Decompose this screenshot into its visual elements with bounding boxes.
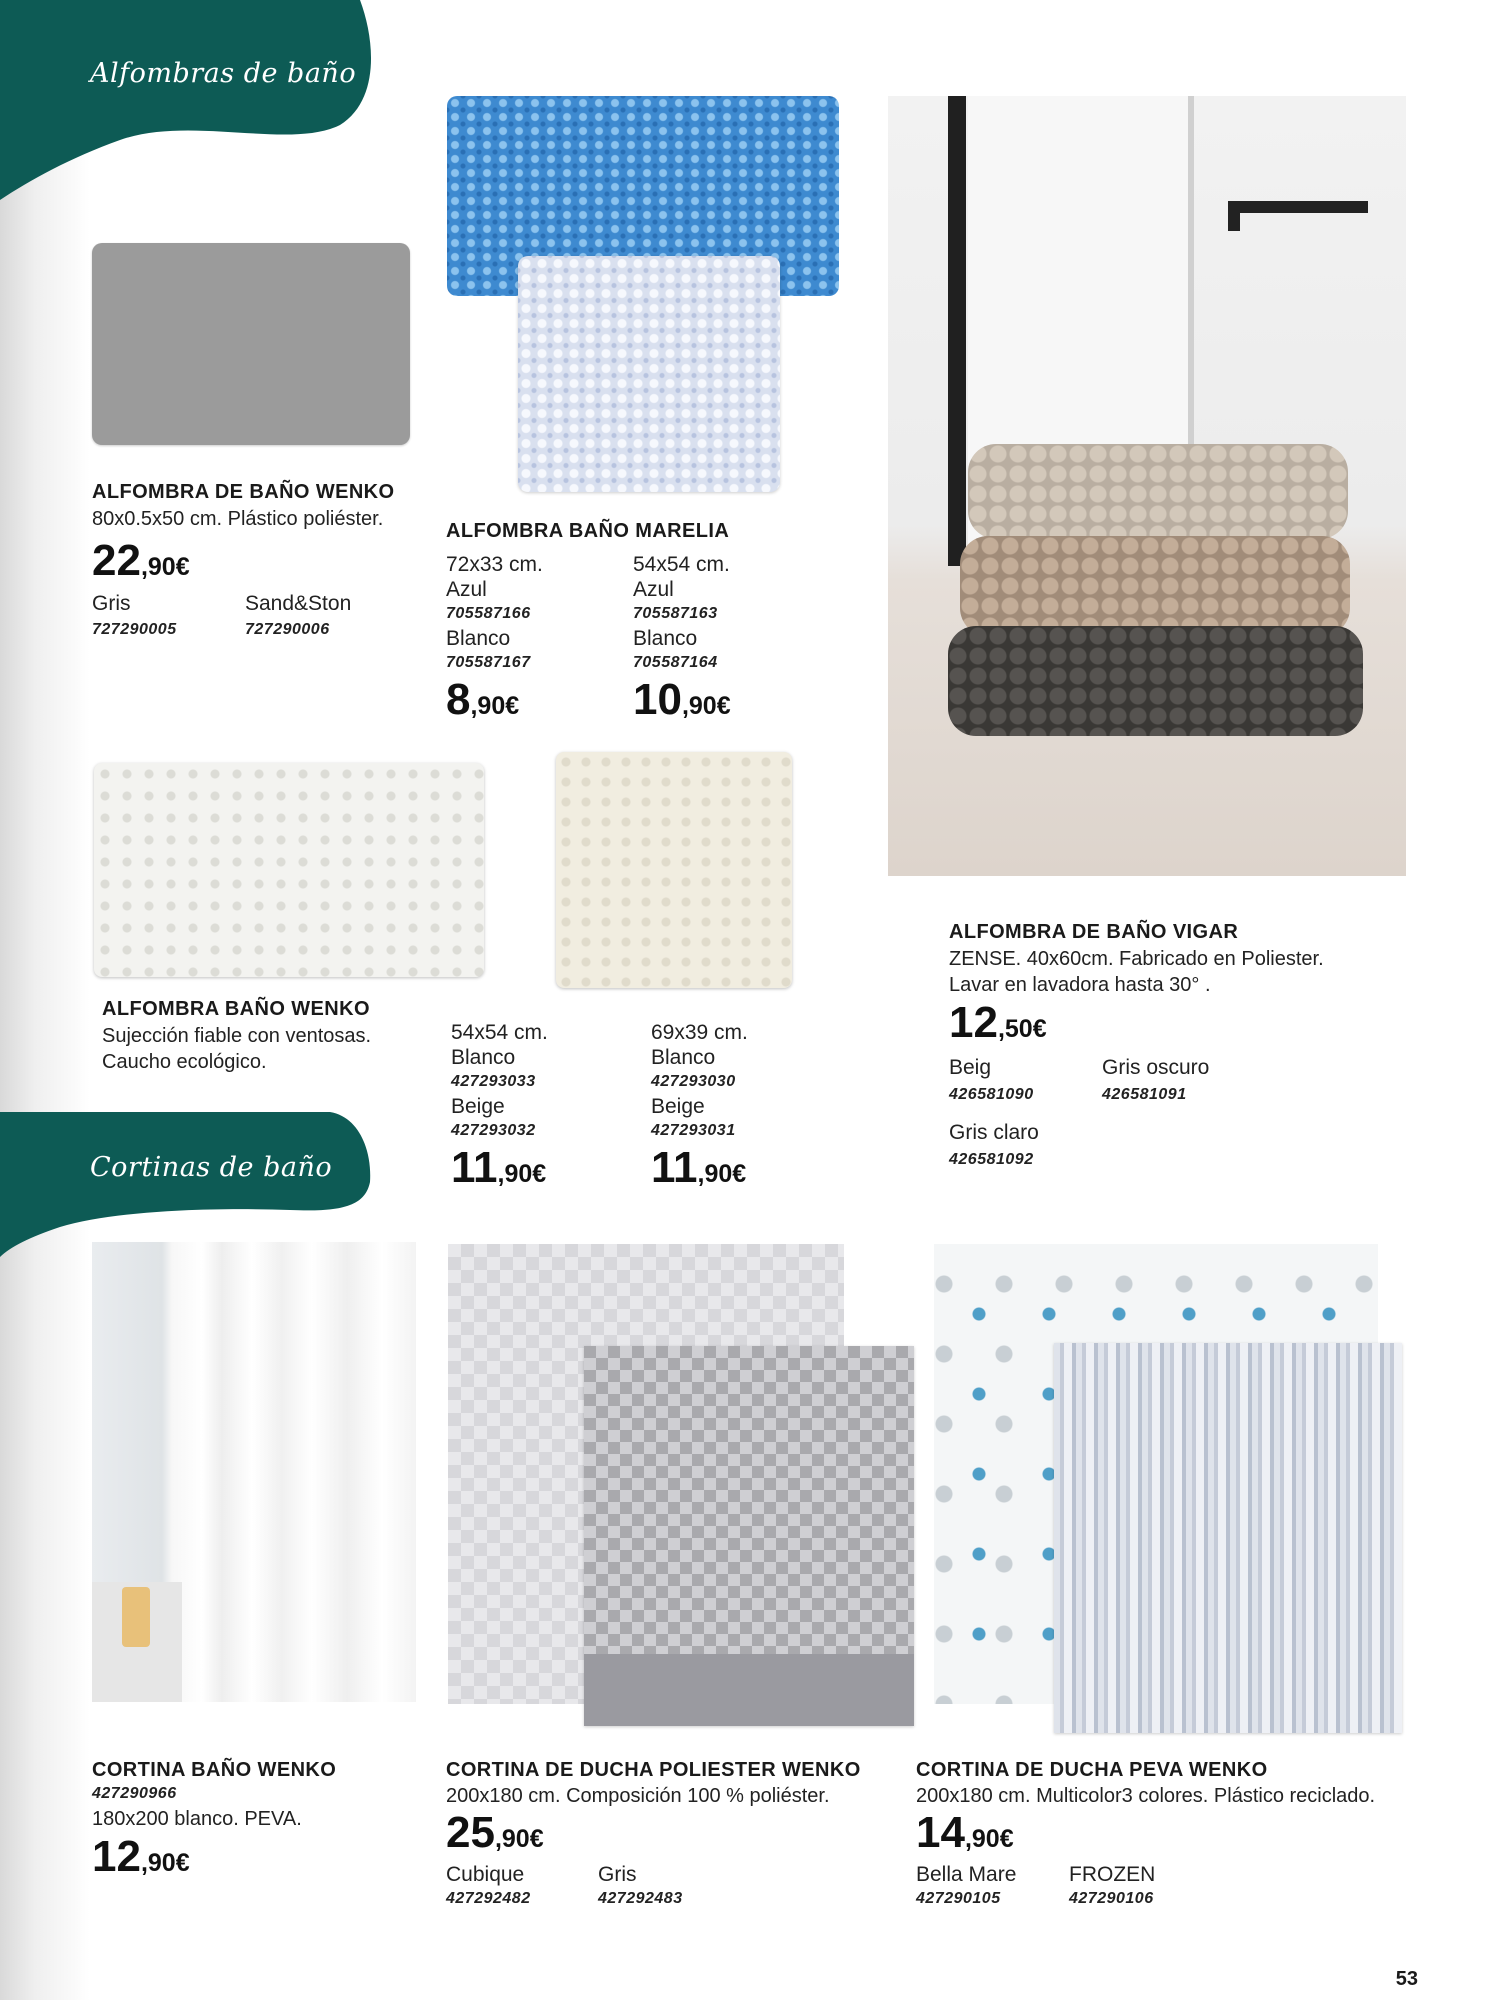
product-size-group — [651, 1020, 748, 1193]
variant-code: 427293030 — [651, 1073, 736, 1090]
size-price: 11,90€ — [451, 1143, 547, 1192]
image-marelia-white-mat — [518, 256, 780, 492]
variant-label: Bella Mare — [916, 1863, 1017, 1886]
variant-code: 427290106 — [1069, 1890, 1154, 1907]
section-tab-cortinas — [0, 1112, 380, 1262]
product-name-vigar: ALFOMBRA DE BAÑO VIGAR — [949, 921, 1239, 943]
variant-code: 727290005 — [92, 621, 177, 638]
product-name-wenko-suction: ALFOMBRA BAÑO WENKO — [102, 998, 370, 1020]
size-price: 11,90€ — [651, 1143, 747, 1192]
product-name-curtain-wenko: CORTINA BAÑO WENKO — [92, 1759, 337, 1781]
image-wenko-rect-mat — [94, 763, 484, 977]
product-price-curtain-peva: 14,90€ — [916, 1808, 1014, 1857]
image-white-shower-curtain — [92, 1242, 416, 1702]
variant-code: 427290105 — [916, 1890, 1001, 1907]
product-desc-wenko-suction-2: Caucho ecológico. — [102, 1051, 267, 1073]
product-desc-curtain-peva: 200x180 cm. Multicolor3 colores. Plástico reciclado. — [916, 1785, 1376, 1807]
product-code-curtain-wenko: 427290966 — [92, 1785, 177, 1802]
size-label: 69x39 cm. — [651, 1021, 748, 1044]
variant-label: Beige — [651, 1095, 705, 1118]
variant-code: 705587164 — [633, 654, 718, 671]
product-price-curtain-wenko: 12,90€ — [92, 1832, 190, 1881]
variant-code: 705587166 — [446, 605, 531, 622]
product-name-wenko-mat: ALFOMBRA DE BAÑO WENKO — [92, 481, 395, 503]
variant-label: Azul — [446, 578, 487, 601]
variant-code: 427293033 — [451, 1073, 536, 1090]
size-price: 10,90€ — [633, 675, 731, 724]
variant-label: Blanco — [446, 627, 511, 650]
image-peva-curtain-frozen — [1054, 1343, 1402, 1733]
product-price-curtain-polyester: 25,90€ — [446, 1808, 544, 1857]
variant-label: Blanco — [633, 627, 698, 650]
product-desc-vigar-1: ZENSE. 40x60cm. Fabricado en Poliester. — [949, 948, 1324, 970]
product-desc-wenko-suction-1: Sujección fiable con ventosas. — [102, 1025, 372, 1047]
product-desc-curtain-wenko: 180x200 blanco. PEVA. — [92, 1808, 302, 1830]
product-size-group — [451, 1020, 548, 1193]
product-name-curtain-peva: CORTINA DE DUCHA PEVA WENKO — [916, 1759, 1268, 1781]
variant-label: Sand&Ston — [245, 592, 352, 615]
variant-label: FROZEN — [1069, 1863, 1156, 1886]
variant-code: 705587167 — [446, 654, 531, 671]
section-tab-alfombras — [0, 0, 380, 200]
image-wenko-square-mat — [556, 752, 792, 988]
variant-code: 426581091 — [1102, 1086, 1187, 1103]
variant-code: 427292483 — [598, 1890, 683, 1907]
size-label: 54x54 cm. — [451, 1021, 548, 1044]
product-price-vigar: 12,50€ — [949, 998, 1047, 1047]
product-price-wenko-mat: 22,90€ — [92, 536, 190, 585]
image-vigar-mats-photo — [888, 96, 1406, 876]
variant-label: Blanco — [651, 1046, 716, 1069]
image-polyester-curtain-gris — [584, 1346, 914, 1726]
size-label: 54x54 cm. — [633, 553, 730, 576]
image-grey-bath-mat — [92, 243, 410, 445]
variant-label: Azul — [633, 578, 674, 601]
product-name-curtain-polyester: CORTINA DE DUCHA POLIESTER WENKO — [446, 1759, 861, 1781]
variant-label: Gris — [598, 1863, 637, 1886]
variant-label: Cubique — [446, 1863, 525, 1886]
variant-code: 426581092 — [949, 1151, 1034, 1168]
variant-label: Blanco — [451, 1046, 516, 1069]
variant-label: Beige — [451, 1095, 505, 1118]
size-price: 8,90€ — [446, 675, 520, 724]
variant-code: 427292482 — [446, 1890, 531, 1907]
product-name-marelia: ALFOMBRA BAÑO MARELIA — [446, 520, 730, 542]
variant-label: Gris oscuro — [1102, 1056, 1210, 1079]
variant-label: Gris claro — [949, 1121, 1039, 1144]
variant-code: 426581090 — [949, 1086, 1034, 1103]
variant-label: Gris — [92, 592, 131, 615]
size-label: 72x33 cm. — [446, 553, 543, 576]
variant-label: Beig — [949, 1056, 992, 1079]
variant-code: 727290006 — [245, 621, 330, 638]
variant-code: 427293031 — [651, 1122, 736, 1139]
variant-code: 427293032 — [451, 1122, 536, 1139]
section-title-alfombras: Alfombras de baño — [90, 58, 357, 89]
section-title-cortinas: Cortinas de baño — [90, 1152, 333, 1183]
product-size-group — [633, 552, 731, 725]
product-size-group — [446, 552, 543, 725]
product-desc-vigar-2: Lavar en lavadora hasta 30° . — [949, 974, 1211, 996]
product-desc-curtain-polyester: 200x180 cm. Composición 100 % poliéster. — [446, 1785, 830, 1807]
variant-code: 705587163 — [633, 605, 718, 622]
page-number: 53 — [1395, 1968, 1418, 1990]
product-desc-wenko-mat: 80x0.5x50 cm. Plástico poliéster. — [92, 508, 384, 530]
